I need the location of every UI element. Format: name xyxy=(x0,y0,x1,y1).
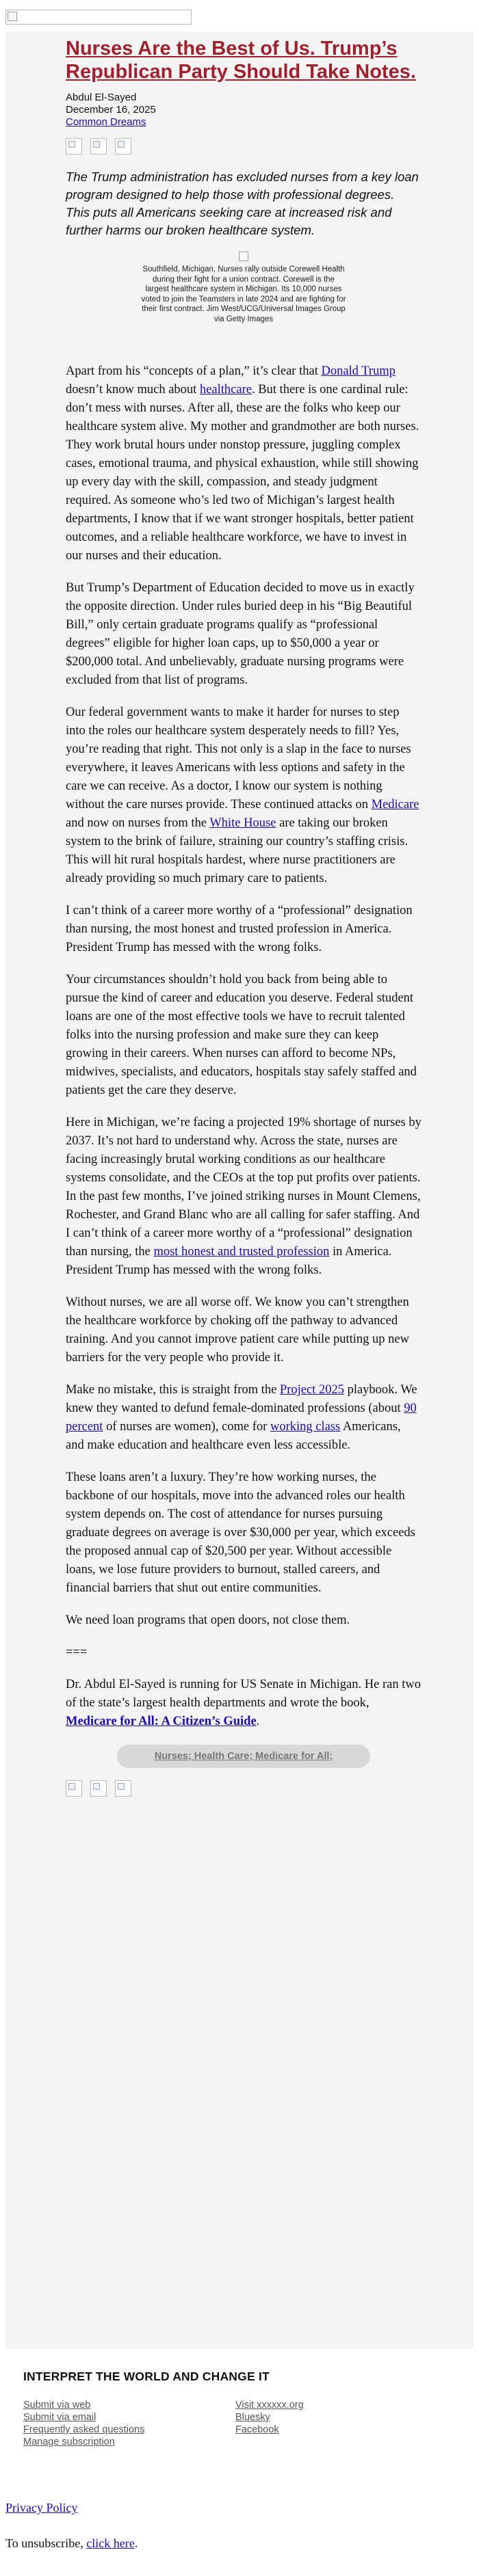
outlet-link[interactable]: Common Dreams xyxy=(66,116,146,128)
publish-date: December 16, 2025 xyxy=(66,104,156,116)
share-twitter-icon[interactable] xyxy=(90,138,107,155)
link-project-2025[interactable]: Project 2025 xyxy=(279,1383,344,1397)
unsubscribe-link[interactable]: click here xyxy=(86,2536,135,2550)
body-paragraph: We need loan programs that open doors, not close them. xyxy=(66,1613,350,1627)
article-body xyxy=(66,362,422,1731)
link-90-percent[interactable]: 90 percent xyxy=(66,1401,417,1434)
footer-link-submit-email[interactable]: Submit via email xyxy=(23,2412,96,2423)
link-white-house[interactable]: White House xyxy=(209,816,276,830)
footer-title: INTERPRET THE WORLD AND CHANGE IT xyxy=(23,2370,270,2383)
body-paragraph: But Trump’s Department of Education decided to move us in exactly the opposite direction. Under rules buried deep in his “Big Beautiful Bill,” only certain graduate programs qualify as “professional degrees” eligible for higher loan caps, up to $50,000 a year or $200,000 total. And unbelievably, graduate nursing programs were excluded from that list of programs. xyxy=(66,581,415,687)
footer-link-manage-subscription[interactable]: Manage subscription xyxy=(23,2437,115,2447)
body-paragraph: Your circumstances shouldn’t hold you back from being able to pursue the kind of career and education you deserve. Federal student loans are one of the most effective tools we have to recruit talented folks into the nursing profession and make sure they can keep growing in their careers. When nurses can afford to become NPs, midwives, specialists, and educators, hospitals stay safely staffed and patients get the care they deserve. xyxy=(66,973,417,1097)
link-trusted-profession[interactable]: most honest and trusted profession xyxy=(153,1245,330,1259)
footer-links-right xyxy=(235,2399,448,2448)
article-dek: The Trump administration has excluded nurses from a key loan program designed to help those with professional degrees. This puts all Americans seeking care at increased risk and further harms our broken healthcare system. xyxy=(66,170,419,237)
privacy-policy xyxy=(5,2501,78,2515)
footer-link-submit-web[interactable]: Submit via web xyxy=(23,2400,91,2411)
article-content xyxy=(66,31,422,1797)
body-paragraph: Here in Michigan, we’re facing a projected 19% shortage of nurses by 2037. It’s not hard to understand why. Across the state, nurses are facing increasingly brutal working conditions as our healthcare systems consolidate, and the CEOs at the top put profits over patients. In the past few months, I’ve joined striking nurses in Mount Clemens, Rochester, and Grand Blanc who are all calling for safer staffing. And I can’t think of a career more worthy of a “professional” designation than nursing, the most honest and trusted profession in America. President Trump has messed with the wrong folks. xyxy=(66,1116,422,1277)
share-email-icon[interactable] xyxy=(115,138,131,155)
body-paragraph: These loans aren’t a luxury. They’re how working nurses, the backbone of our hospitals, move into the advanced roles our health system depends on. The cost of attendance for nurses pursuing graduate degrees on average is over $30,000 per year, which exceeds the proposed annual cap of $20,500 per year. Without accessible loans, we lose future providers to burnout, stalled careers, and financial barriers that shut out entire communities. xyxy=(66,1471,415,1595)
share-buttons-bottom xyxy=(66,1780,422,1797)
article-photo xyxy=(141,252,346,324)
footer-link-bluesky[interactable]: Bluesky xyxy=(235,2412,270,2423)
separator: === xyxy=(66,1646,88,1659)
footer xyxy=(23,2370,461,2448)
article-headline[interactable]: Nurses Are the Best of Us. Trump’s Republican Party Should Take Notes. xyxy=(66,38,416,83)
share-twitter-icon[interactable] xyxy=(90,1780,107,1797)
header-banner-image[interactable] xyxy=(5,10,192,25)
body-paragraph: Make no mistake, this is straight from the Project 2025 playbook. We knew they wanted to defund female-dominated professions (about 90 percent of nurses are women), come for working class Americans, and make education and healthcare even less accessible. xyxy=(66,1383,417,1452)
body-paragraph: Our federal government wants to make it harder for nurses to step into the roles our healthcare system desperately needs to fill? Yes, you’re reading that right. This not only is a slap in the face to nurses everywhere, it leaves Americans with less options and safety in the care we can receive. As a doctor, I know our system is nothing without the care nurses provide. These continued attacks on Medicare and now on nurses from the White House are taking our broken system to the brink of failure, straining our country’s staffing crisis. This will hit rural hospitals hardest, where nurse practitioners are already providing so much primary care to patients. xyxy=(66,706,419,885)
link-healthcare[interactable]: healthcare xyxy=(199,383,252,397)
share-email-icon[interactable] xyxy=(115,1780,131,1797)
footer-links-left xyxy=(23,2399,235,2448)
author-name: Abdul El-Sayed xyxy=(66,92,137,103)
footer-link-facebook[interactable]: Facebook xyxy=(235,2424,279,2435)
body-paragraph: Without nurses, we are all worse off. We know you can’t strengthen the healthcare workforce by choking off the pathway to advanced training. And you cannot improve patient care while putting up new barriers for the very people who provide it. xyxy=(66,1296,409,1365)
unsubscribe-line: To unsubscribe, click here. xyxy=(5,2536,138,2550)
author-bio: Dr. Abdul El-Sayed is running for US Senate in Michigan. He ran two of the state’s largest health departments and wrote the book, Medicare for All: A Citizen’s Guide. xyxy=(66,1678,421,1728)
photo-caption: Southfield, Michigan, Nurses rally outside Corewell Health during their fight for a union contract. Corewell is the largest healthcare system in Michigan. Its 10,000 nurses voted to join the Teamsters in late 2024 and are fighting for their first contract. Jim West/UCG/Universal Images Group via Getty Images xyxy=(141,265,346,323)
link-donald-trump[interactable]: Donald Trump xyxy=(321,364,396,378)
footer-link-faq[interactable]: Frequently asked questions xyxy=(23,2424,145,2435)
share-facebook-icon[interactable] xyxy=(66,1780,82,1797)
body-paragraph: Apart from his “concepts of a plan,” it’s clear that Donald Trump doesn’t know much about healthcare. But there is one cardinal rule: don’t mess with nurses. After all, these are the folks who keep our healthcare system alive. My mother and grandmother are both nurses. They work brutal hours under nonstop pressure, juggling complex cases, emotional trauma, and physical exhaustion, while still showing up every day with the skill, compassion, and steady judgment required. As someone who’s led two of Michigan’s largest health departments, I know that if we want stronger hospitals, better patient outcomes, and a reliable healthcare workforce, we have to invest in our nurses and their education. xyxy=(66,364,419,563)
footer-link-visit-site[interactable]: Visit xxxxxx.org xyxy=(235,2400,304,2411)
broken-image-icon xyxy=(8,12,17,21)
broken-image-icon xyxy=(239,252,248,261)
link-book[interactable]: Medicare for All: A Citizen’s Guide xyxy=(66,1715,257,1728)
footer-links xyxy=(23,2399,461,2448)
article-meta xyxy=(66,92,422,129)
link-medicare[interactable]: Medicare xyxy=(371,798,419,811)
share-buttons-top xyxy=(66,138,422,155)
tags-pill[interactable]: Nurses; Health Care; Medicare for All; xyxy=(117,1745,370,1768)
share-facebook-icon[interactable] xyxy=(66,138,82,155)
body-paragraph: I can’t think of a career more worthy of a “professional” designation than nursing, the most honest and trusted profession in America. President Trump has messed with the wrong folks. xyxy=(66,904,413,954)
privacy-policy-link[interactable]: Privacy Policy xyxy=(5,2501,78,2514)
link-working-class[interactable]: working class xyxy=(270,1420,341,1434)
article-card xyxy=(5,31,474,2349)
